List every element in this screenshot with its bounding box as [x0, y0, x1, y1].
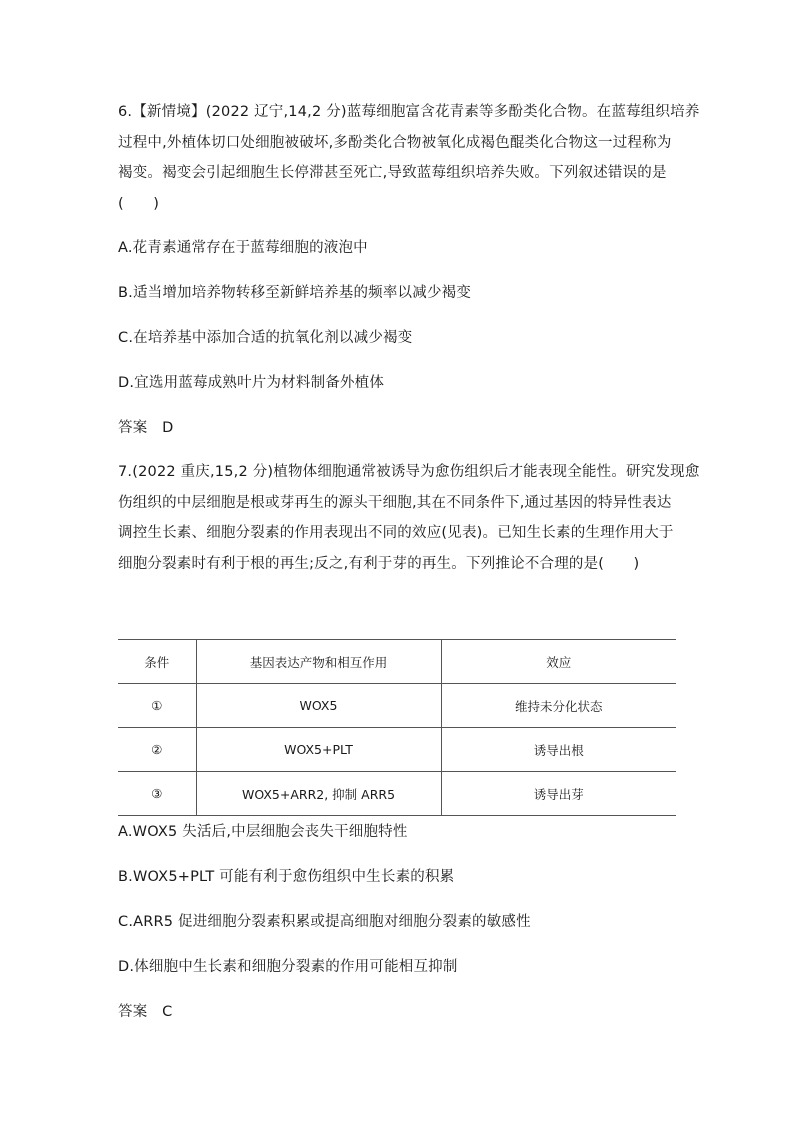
q7-option-d: D.体细胞中生长素和细胞分裂素的作用可能相互抑制	[118, 959, 458, 975]
q7-answer: 答案 C	[118, 1004, 173, 1020]
table-cell-effect: 诱导出根	[441, 728, 676, 772]
table-header-gene-products: 基因表达产物和相互作用	[196, 640, 441, 684]
q7-stem-line-2: 伤组织的中层细胞是根或芽再生的源头干细胞,其在不同条件下,通过基因的特异性表达	[118, 495, 672, 511]
q6-stem-line-4: ( )	[118, 196, 160, 212]
q6-stem-line-2: 过程中,外植体切口处细胞被破坏,多酚类化合物被氧化成褐色醌类化合物这一过程称为	[118, 135, 672, 151]
table-cell-condition: ③	[118, 772, 196, 816]
table-cell-condition: ①	[118, 684, 196, 728]
table-cell-gene-products: WOX5+ARR2, 抑制 ARR5	[196, 772, 441, 816]
q7-stem-line-4: 细胞分裂素时有利于根的再生;反之,有利于芽的再生。下列推论不合理的是( )	[118, 556, 640, 572]
q7-stem-line-1: 7.(2022 重庆,15,2 分)植物体细胞通常被诱导为愈伤组织后才能表现全能性。研究发现愈	[118, 464, 700, 480]
table-cell-condition: ②	[118, 728, 196, 772]
q7-stem-line-3: 调控生长素、细胞分裂素的作用表现出不同的效应(见表)。已知生长素的生理作用大于	[118, 525, 674, 541]
table-header-condition: 条件	[118, 640, 196, 684]
q6-stem-line-1: 6.【新情境】(2022 辽宁,14,2 分)蓝莓细胞富含花青素等多酚类化合物。在蓝莓组织培养	[118, 104, 700, 120]
q6-answer: 答案 D	[118, 420, 174, 436]
q6-option-b: B.适当增加培养物转移至新鲜培养基的频率以减少褐变	[118, 285, 472, 301]
table-header-effect: 效应	[441, 640, 676, 684]
table-cell-effect: 维持未分化状态	[441, 684, 676, 728]
table-row	[118, 728, 676, 772]
q7-option-b: B.WOX5+PLT 可能有利于愈伤组织中生长素的积累	[118, 869, 455, 885]
q6-option-c: C.在培养基中添加合适的抗氧化剂以减少褐变	[118, 330, 413, 346]
table-row	[118, 772, 676, 816]
q7-option-c: C.ARR5 促进细胞分裂素积累或提高细胞对细胞分裂素的敏感性	[118, 914, 531, 930]
q6-option-d: D.宜选用蓝莓成熟叶片为材料制备外植体	[118, 375, 385, 391]
q7-table	[118, 639, 676, 816]
table-cell-effect: 诱导出芽	[441, 772, 676, 816]
table-row	[118, 684, 676, 728]
q7-option-a: A.WOX5 失活后,中层细胞会丧失干细胞特性	[118, 824, 408, 840]
q6-stem-line-3: 褐变。褐变会引起细胞生长停滞甚至死亡,导致蓝莓组织培养失败。下列叙述错误的是	[118, 165, 667, 181]
table-cell-gene-products: WOX5	[196, 684, 441, 728]
table-header-row	[118, 640, 676, 684]
table-cell-gene-products: WOX5+PLT	[196, 728, 441, 772]
q6-option-a: A.花青素通常存在于蓝莓细胞的液泡中	[118, 240, 368, 256]
